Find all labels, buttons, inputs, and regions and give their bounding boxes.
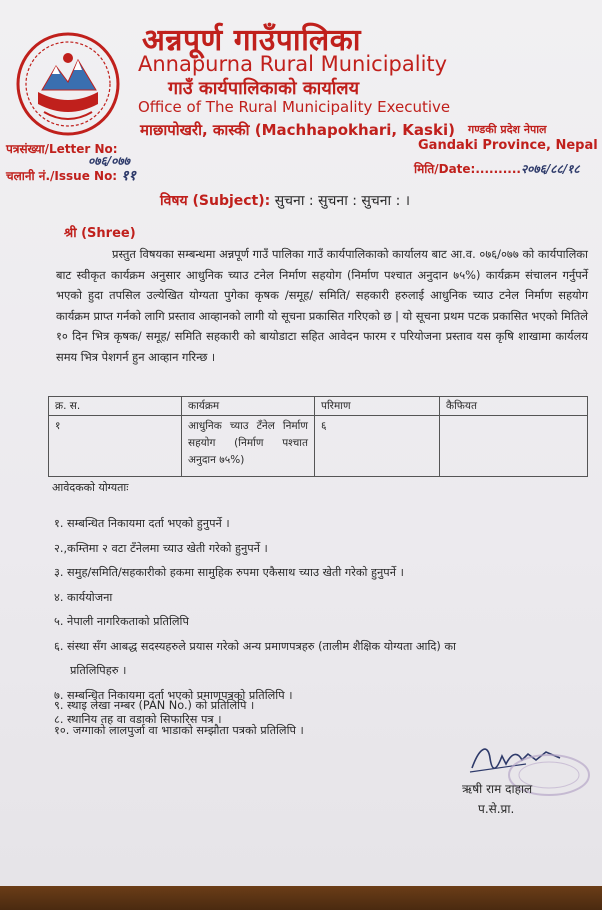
date-label: मिति/Date:..........	[414, 162, 521, 176]
issue-number	[6, 166, 136, 185]
notice-body: प्रस्तुत विषयका सम्बन्धमा अन्नपूर्ण गाउँ पालिका गाउँ कार्यपालिकाको कार्यालय बाट आ.व. ०७६/०७७ को कार्यपालिका बाट स्वीकृत कार्यक्रम अनुसार आधुनिक च्याउ टनेल निर्माण सहयोग (निर्माण पश्चात अनुदान ७५%) कार्यक्रम संचालन गर्नुपर्ने भएको हुदा तपसिल उल्येखित योग्यता पुगेका कृषक /समूह/ समिति/ सहकारी हरुलाई आधुनिक च्याउ टनेल निर्माण सहयोग कार्यक्रम प्राप्त गर्नको लागि प्रस्ताव आव्हानको लागी यो सूचना प्रकासित गरिएको छ | यो सूचना प्रथम पटक प्रकासित भएको मितिले १० दिन भित्र कृषक/ समूह/ समिति सहकारी को बायोडाटा सहित आवेदन फारम र परियोजना प्रस्ताव यस कृषि शाखामा कार्यलय समय भित्र पेशगर्न हुन आव्हान गरिन्छ ।	[56, 247, 588, 364]
list-item: ८. स्थानिय तह वा वडाको सिफारिस पत्र ।	[54, 713, 222, 726]
municipality-emblem-icon	[14, 30, 122, 138]
issue-number-label: चलानी नं./Issue No:	[6, 169, 118, 183]
letter-number-value: ०७६/०७७	[88, 154, 130, 168]
col-serial: क्र. स.	[49, 397, 182, 416]
program-table	[48, 396, 588, 477]
table-row	[49, 416, 588, 477]
subject-text: सुचना : सुचना : सुचना : ।	[274, 193, 411, 209]
subject-line	[160, 191, 410, 210]
cell-program: आधुनिक च्याउ टँनेल निर्माण सहयोग (निर्माण पश्चात अनुदान ७५%)	[182, 416, 315, 477]
province-np: गण्डकी प्रदेश नेपाल	[468, 123, 547, 136]
list-item: १०. जग्गाको लालपुर्जा वा भाडाको सम्झौता पत्रको प्रतिलिपि ।	[54, 723, 304, 737]
office-name-en: Office of The Rural Municipality Executive	[138, 98, 451, 116]
signatory-name: ऋषी राम दाहाल	[462, 782, 533, 796]
cell-quantity: ६	[315, 416, 440, 477]
eligibility-list-more	[54, 694, 304, 743]
issue-number-value: ११	[121, 168, 136, 184]
list-item: २.,कम्तिमा २ वटा टँनेलमा च्याउ खेती गरेको हुनुपर्ने ।	[54, 541, 268, 555]
letter-number-label: पत्रसंख्या/Letter No:	[6, 142, 118, 156]
municipality-name-en: Annapurna Rural Municipality	[138, 52, 448, 76]
province-en: Gandaki Province, Nepal	[418, 138, 598, 153]
office-address: माछापोखरी, कास्की (Machhapokhari, Kaski)	[140, 121, 455, 139]
cell-serial: १	[49, 416, 182, 477]
date	[414, 160, 580, 177]
list-item: ६. संस्था सँग आबद्ध सदस्यहरुले प्रयास गरेको अन्य प्रमाणपत्रहरु (तालीम शैक्षिक योग्यता आदि) का	[54, 639, 456, 653]
eligibility-heading: आवेदकको योग्यताः	[52, 481, 129, 494]
subject-label: विषय (Subject):	[160, 193, 271, 209]
list-item: प्रतिलिपिहरु ।	[70, 664, 127, 677]
office-name-np: गाउँ कार्यपालिकाको कार्यालय	[168, 78, 360, 99]
col-quantity: परिमाण	[315, 397, 440, 416]
list-item: ५. नेपाली नागरिकताको प्रतिलिपि	[54, 615, 189, 628]
list-item: ४. कार्ययोजना	[54, 590, 113, 604]
table-header-row	[49, 397, 588, 416]
cell-remarks	[440, 416, 588, 477]
signatory-title: प.से.प्रा.	[478, 802, 515, 816]
col-program: कार्यक्रम	[182, 397, 315, 416]
desk-surface	[0, 886, 602, 910]
letter-number	[6, 140, 130, 168]
municipality-name-np: अन्नपूर्ण गाउँपालिका	[142, 23, 362, 58]
list-item: १. सम्बन्धित निकायमा दर्ता भएको हुनुपर्ने ।	[54, 517, 230, 530]
list-item: ३. समुह/समिति/सहकारीको हकमा सामुहिक रुपमा एकैसाथ च्याउ खेती गरेको हुनुपर्ने ।	[54, 566, 404, 579]
salutation: श्री (Shree)	[64, 226, 136, 241]
col-remarks: कैफियत	[440, 397, 588, 416]
list-item: ७. सम्बन्धित निकायमा दर्ता भएको प्रमाणपत्रको प्रतिलिपि ।	[54, 688, 293, 702]
date-value: २०७६/८८/१८	[520, 162, 580, 176]
list-item: ९. स्थाइ लेखा नम्बर (PAN No.) को प्रतिलिपि ।	[54, 699, 255, 712]
